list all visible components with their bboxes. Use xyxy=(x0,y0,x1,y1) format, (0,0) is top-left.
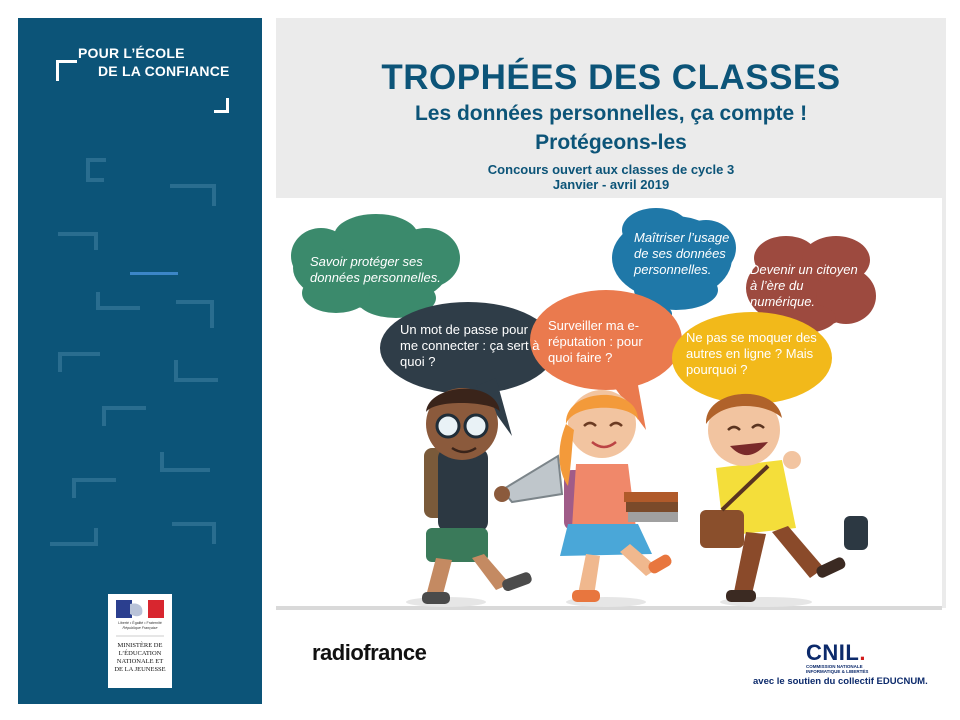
ministry-text: MINISTÈRE DE L’ÉDUCATION NATIONALE ET DE LA JEUNESSE xyxy=(114,642,166,673)
decorative-bracket xyxy=(174,360,218,382)
support-text: avec le soutien du collectif EDUCNUM. xyxy=(753,676,928,687)
decorative-bracket xyxy=(102,406,146,426)
child-boy-bag xyxy=(700,394,868,607)
republic-motto: Liberté • Égalité • Fraternité xyxy=(118,621,162,625)
decorative-bracket xyxy=(72,478,116,498)
decorative-bracket xyxy=(86,170,104,182)
contest-dates: Janvier - avril 2019 xyxy=(552,177,670,192)
bubble-text-no-mockery: Ne pas se moquer des autres en ligne ? Mais pourquoi ? xyxy=(686,330,817,377)
decorative-bracket xyxy=(50,528,98,546)
decorative-bracket xyxy=(130,262,178,275)
cnil-logo-dot: . xyxy=(859,640,866,665)
bubble-text-ereputation: Surveiller ma e-réputation : pour quoi faire ? xyxy=(548,318,643,365)
cnil-logo xyxy=(806,640,866,666)
contest-info: Concours ouvert aux classes de cycle 3 xyxy=(487,162,735,177)
slogan-line-2: DE LA CONFIANCE xyxy=(98,63,230,79)
slogan-corner-bracket-end xyxy=(214,98,229,113)
decorative-bracket xyxy=(58,232,98,250)
decorative-bracket xyxy=(170,184,216,206)
republic-name: République Française xyxy=(122,626,158,630)
child-girl-books xyxy=(559,390,678,607)
bubble-text-citizen: Devenir un citoyen à l’ère du numérique. xyxy=(750,262,858,309)
bubble-text-password: Un mot de passe pour me connecter : ça sert à quoi ? xyxy=(400,322,540,369)
page-subtitle: Les données personnelles, ça compte ! xyxy=(414,102,808,125)
page-subtitle-2: Protégeons-les xyxy=(535,131,687,154)
slogan-corner-bracket xyxy=(56,60,77,81)
decorative-bracket xyxy=(96,292,140,310)
page-title: TROPHÉES DES CLASSES xyxy=(381,58,841,97)
slogan-line-1: POUR L’ÉCOLE xyxy=(78,45,185,61)
decorative-bracket xyxy=(58,352,100,372)
decorative-bracket xyxy=(160,452,210,472)
radiofrance-logo: radiofrance xyxy=(312,640,427,665)
ministry-logo xyxy=(108,594,172,688)
child-boy-laptop xyxy=(406,388,562,607)
bubble-text-protect-data: Savoir protéger ses données personnelles. xyxy=(310,254,441,285)
decorative-bracket xyxy=(172,522,216,544)
decorative-bracket xyxy=(176,300,214,328)
bubble-text-master-data: Maîtriser l’usage de ses données personnelles. xyxy=(634,230,730,277)
cnil-logo-text: CNIL xyxy=(806,640,860,665)
cnil-subtitle: COMMISSION NATIONALE INFORMATIQUE & LIBERTÉS xyxy=(806,664,869,674)
